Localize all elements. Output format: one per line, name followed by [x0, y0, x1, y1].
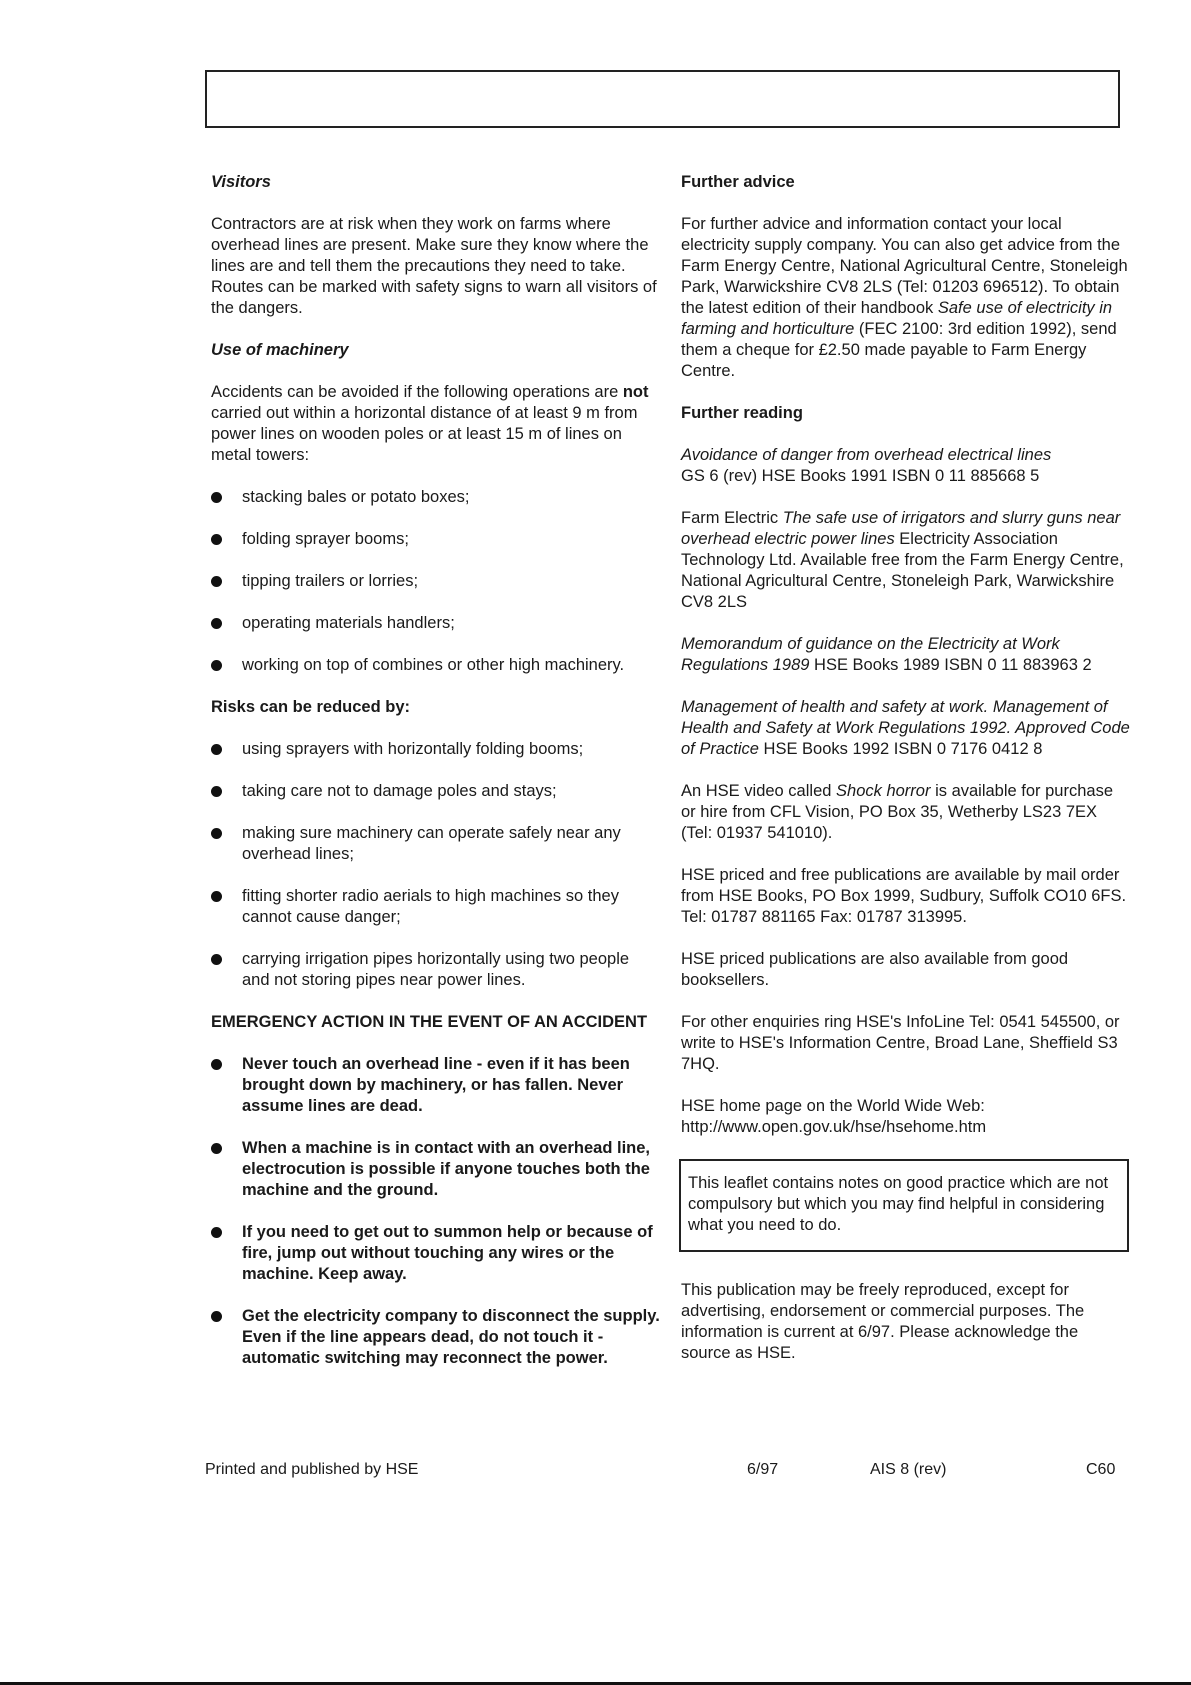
- machinery-intro-not: not: [622, 383, 649, 401]
- reference-title: Memorandum of guidance on the Electricity at Work Regulations 1989: [681, 635, 1060, 674]
- list-item-text: If you need to get out to summon help or because of fire, jump out without touching any wires or the machine. Keep away.: [242, 1223, 653, 1283]
- web-url: http://www.open.gov.uk/hse/hsehome.htm: [681, 1118, 987, 1136]
- reference-publisher: Farm Electric: [681, 509, 783, 527]
- list-item-text: When a machine is in contact with an overhead line, electrocution is possible if anyone touches both the machine and the ground.: [242, 1139, 651, 1199]
- bullet-icon: [211, 534, 222, 545]
- emergency-heading: EMERGENCY ACTION IN THE EVENT OF AN ACCIDENT: [211, 1013, 648, 1031]
- list-item: [211, 949, 661, 991]
- enquiries: For other enquiries ring HSE's InfoLine Tel: 0541 545500, or write to HSE's Information Centre, Broad Lane, Sheffield S3 7HQ.: [681, 1013, 1120, 1073]
- emergency-list: [211, 1054, 661, 1369]
- bullet-icon: [211, 1059, 222, 1070]
- bullet-icon: [211, 744, 222, 755]
- list-item: [211, 1222, 661, 1285]
- reference-title: Avoidance of danger from overhead electrical lines: [681, 446, 1052, 464]
- list-item: [211, 1306, 661, 1369]
- bullet-icon: [211, 828, 222, 839]
- reference-title: The safe use of irrigators and slurry guns near overhead electric power lines: [681, 509, 1121, 548]
- reference-details: HSE Books 1992 ISBN 0 7176 0412 8: [758, 740, 1043, 758]
- right-column: [681, 172, 1131, 1385]
- handbook-title: Safe use of electricity in farming and horticulture: [681, 299, 1113, 338]
- list-item: [211, 613, 661, 634]
- list-item: [211, 655, 661, 676]
- footer-publisher: Printed and published by HSE: [205, 1461, 419, 1478]
- list-item: [211, 823, 661, 865]
- advice-text-a: For further advice and information contact your local electricity supply company. You can also get advice from the Farm Energy Centre, National Agricultural Centre, Stoneleigh Park, Warwickshire CV8 2LS (Tel: 01203 696512). To obtain the latest edition of their handbook: [681, 215, 1128, 317]
- list-item: [211, 529, 661, 550]
- list-item: [211, 487, 661, 508]
- operations-list: [211, 487, 661, 676]
- list-item: [211, 781, 661, 802]
- bullet-icon: [211, 492, 222, 503]
- footer-code: C60: [1086, 1461, 1116, 1478]
- footer-reference: AIS 8 (rev): [870, 1461, 947, 1478]
- risks-heading: Risks can be reduced by:: [211, 698, 410, 716]
- bullet-icon: [211, 786, 222, 797]
- bullet-icon: [211, 954, 222, 965]
- list-item-text: working on top of combines or other high machinery.: [242, 656, 625, 674]
- left-column: [211, 172, 661, 1390]
- list-item-text: folding sprayer booms;: [242, 530, 409, 548]
- list-item: [211, 739, 661, 760]
- reference-1: [681, 445, 1131, 487]
- list-item-text: Get the electricity company to disconnect the supply. Even if the line appears dead, do not touch it - automatic switching may reconnect the power.: [242, 1307, 660, 1367]
- advice-heading: Further advice: [681, 173, 795, 191]
- visitors-heading: Visitors: [211, 173, 271, 191]
- footer-date: 6/97: [747, 1461, 779, 1478]
- risks-list: [211, 739, 661, 991]
- list-item-text: fitting shorter radio aerials to high machines so they cannot cause danger;: [242, 887, 619, 926]
- list-item-text: taking care not to damage poles and stays;: [242, 782, 557, 800]
- list-item-text: tipping trailers or lorries;: [242, 572, 419, 590]
- reference-title: Management of health and safety at work. Management of Health and Safety at Work Regulations 1992. Approved Code of Practice: [681, 698, 1130, 758]
- reading-heading: Further reading: [681, 404, 803, 422]
- video-text-b: is available for purchase or hire from CFL Vision, PO Box 35, Wetherby LS23 7EX (Tel: 01937 541010).: [681, 782, 1113, 842]
- list-item-text: using sprayers with horizontally folding booms;: [242, 740, 584, 758]
- bullet-icon: [211, 1227, 222, 1238]
- list-item-text: stacking bales or potato boxes;: [242, 488, 470, 506]
- list-item-text: operating materials handlers;: [242, 614, 455, 632]
- visitors-text: Contractors are at risk when they work on farms where overhead lines are present. Make sure they know where the lines are and tell them the precautions they need to take. Routes can be marked with safety signs to warn all visitors of the dangers.: [211, 215, 657, 317]
- publications-mail: HSE priced and free publications are available by mail order from HSE Books, PO Box 1999, Sudbury, Suffolk CO10 6FS. Tel: 01787 881165 Fax: 01787 313995.: [681, 866, 1127, 926]
- reproduction-notice: This publication may be freely reproduced, except for advertising, endorsement or commercial purposes. The information is current at 6/97. Please acknowledge the source as HSE.: [681, 1281, 1085, 1362]
- web-label: HSE home page on the World Wide Web:: [681, 1097, 985, 1115]
- list-item-text: Never touch an overhead line - even if it has been brought down by machinery, or has fallen. Never assume lines are dead.: [242, 1055, 630, 1115]
- reference-details: GS 6 (rev) HSE Books 1991 ISBN 0 11 885668 5: [681, 467, 1040, 485]
- advice-text: [681, 214, 1131, 382]
- reference-4: [681, 697, 1131, 760]
- reference-details: Electricity Association Technology Ltd. Available free from the Farm Energy Centre, National Agricultural Centre, Stoneleigh Park, Warwickshire CV8 2LS: [681, 530, 1124, 611]
- video-info: [681, 781, 1131, 844]
- machinery-heading: Use of machinery: [211, 341, 349, 359]
- bullet-icon: [211, 618, 222, 629]
- video-text-a: An HSE video called: [681, 782, 837, 800]
- reference-details: HSE Books 1989 ISBN 0 11 883963 2: [809, 656, 1092, 674]
- advice-text-b: (FEC 2100: 3rd edition 1992), send them a cheque for £2.50 made payable to Farm Energy Centre.: [681, 320, 1117, 380]
- machinery-intro-b: carried out within a horizontal distance of at least 9 m from power lines on wooden poles or at least 15 m of lines on metal towers:: [211, 404, 638, 464]
- list-item: [211, 1138, 661, 1201]
- reference-2: [681, 508, 1131, 613]
- video-title: Shock horror: [836, 782, 931, 800]
- list-item: [211, 571, 661, 592]
- list-item-text: making sure machinery can operate safely near any overhead lines;: [242, 824, 621, 863]
- notice-box: [679, 1159, 1129, 1252]
- notice-text: This leaflet contains notes on good practice which are not compulsory but which you may find helpful in considering what you need to do.: [688, 1174, 1109, 1234]
- reference-3: [681, 634, 1131, 676]
- machinery-intro: [211, 382, 661, 466]
- machinery-intro-a: Accidents can be avoided if the following operations are: [211, 383, 623, 401]
- bullet-icon: [211, 576, 222, 587]
- list-item-text: carrying irrigation pipes horizontally using two people and not storing pipes near power lines.: [242, 950, 630, 989]
- header-box: [205, 70, 1120, 128]
- web-info: [681, 1096, 1131, 1138]
- bullet-icon: [211, 660, 222, 671]
- bullet-icon: [211, 1311, 222, 1322]
- list-item: [211, 886, 661, 928]
- publications-shops: HSE priced publications are also available from good booksellers.: [681, 950, 1069, 989]
- list-item: [211, 1054, 661, 1117]
- bullet-icon: [211, 891, 222, 902]
- bullet-icon: [211, 1143, 222, 1154]
